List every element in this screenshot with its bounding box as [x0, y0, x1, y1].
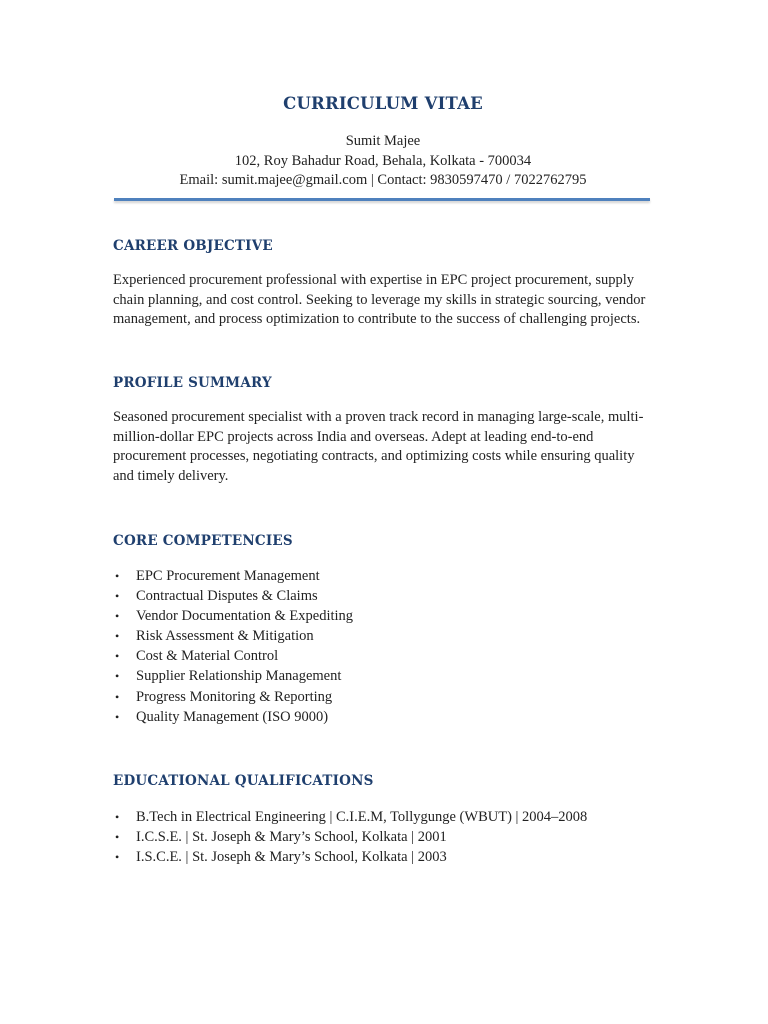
profile-summary-heading: PROFILE SUMMARY: [113, 375, 272, 391]
list-item: [113, 827, 587, 847]
list-item: [113, 606, 353, 626]
list-item-text: Supplier Relationship Management: [136, 668, 342, 685]
list-item-text: EPC Procurement Management: [136, 568, 320, 584]
contact-block: [113, 132, 653, 191]
bullet-icon: •: [115, 649, 120, 664]
bullet-icon: •: [115, 830, 120, 845]
list-item-text: Cost & Material Control: [136, 648, 279, 665]
list-item: [113, 566, 353, 586]
candidate-address: 102, Roy Bahadur Road, Behala, Kolkata - 700034: [234, 152, 532, 169]
list-item: [113, 666, 353, 686]
core-competencies-list: [113, 566, 353, 727]
career-objective-text: [113, 271, 658, 330]
candidate-contact: Email: sumit.majee@gmail.com | Contact: 9830597470 / 7022762795: [179, 172, 587, 188]
list-item-text: I.S.C.E. | St. Joseph & Mary’s School, Kolkata | 2003: [136, 849, 447, 866]
profile-summary-text: [113, 408, 658, 486]
career-objective-line: management, and process optimization to contribute to the success of challenging projects.: [113, 311, 641, 328]
list-item: [113, 626, 353, 646]
profile-summary-line: and timely delivery.: [113, 467, 229, 484]
bullet-icon: •: [115, 810, 120, 824]
education-list: [113, 807, 587, 867]
list-item-text: I.C.S.E. | St. Joseph & Mary’s School, Kolkata | 2001: [136, 829, 447, 846]
list-item-text: Vendor Documentation & Expediting: [136, 608, 354, 625]
list-item: [113, 687, 353, 707]
bullet-icon: •: [115, 629, 120, 644]
career-objective-line: chain planning, and cost control. Seeking to leverage my skills in strategic sourcing, vendor: [113, 291, 646, 308]
header-divider: [114, 198, 650, 201]
list-item: [113, 707, 353, 727]
profile-summary-line: million-dollar EPC projects across India and overseas. Adept at leading end-to-end: [113, 428, 594, 445]
list-item-text: Progress Monitoring & Reporting: [136, 688, 333, 705]
profile-summary-line: Seasoned procurement specialist with a proven track record in managing large-scale, multi-: [113, 409, 644, 425]
bullet-icon: •: [115, 709, 120, 724]
profile-summary-line: procurement processes, negotiating contracts, and optimizing costs while ensuring quality: [113, 448, 635, 465]
list-item-text: B.Tech in Electrical Engineering | C.I.E.M, Tollygunge (WBUT) | 2004–2008: [136, 809, 588, 825]
list-item: [113, 807, 587, 827]
bullet-icon: •: [115, 589, 120, 604]
education-heading: EDUCATIONAL QUALIFICATIONS: [113, 773, 374, 789]
career-objective-heading: CAREER OBJECTIVE: [113, 238, 273, 254]
core-competencies-heading: CORE COMPETENCIES: [113, 533, 293, 549]
bullet-icon: •: [115, 569, 120, 583]
list-item-text: Quality Management (ISO 9000): [136, 708, 329, 725]
list-item-text: Contractual Disputes & Claims: [136, 588, 318, 605]
bullet-icon: •: [115, 689, 120, 704]
bullet-icon: •: [115, 669, 120, 684]
candidate-name: Sumit Majee: [345, 133, 421, 149]
career-objective-line: Experienced procurement professional with expertise in EPC project procurement, supply: [113, 272, 635, 288]
bullet-icon: •: [115, 609, 120, 624]
list-item: [113, 847, 587, 867]
list-item: [113, 586, 353, 606]
bullet-icon: •: [115, 850, 120, 865]
list-item: [113, 646, 353, 666]
list-item-text: Risk Assessment & Mitigation: [136, 628, 314, 645]
page-title: CURRICULUM VITAE: [283, 94, 483, 113]
